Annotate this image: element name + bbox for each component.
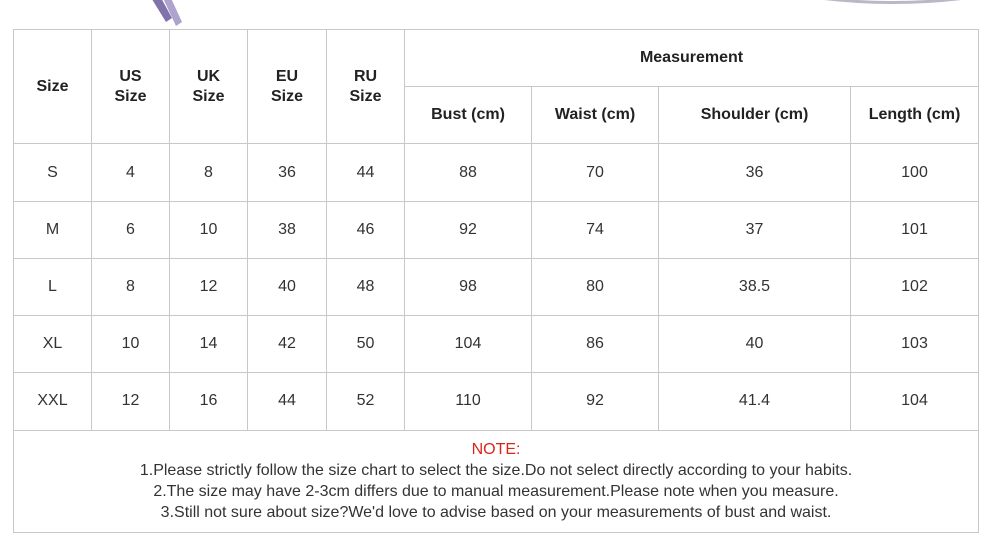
cell-shoulder: 37: [659, 201, 851, 258]
cell-bust: 88: [405, 144, 532, 201]
cell-bust: 104: [405, 316, 532, 373]
header-measurement: Measurement: [405, 30, 979, 87]
cell-ru: 46: [327, 201, 405, 258]
cell-length: 102: [851, 258, 979, 315]
cell-length: 100: [851, 144, 979, 201]
table-row: [14, 316, 979, 373]
note-line: 1.Please strictly follow the size chart to select the size.Do not select directly according to your habits.: [139, 462, 853, 480]
cell-uk: 16: [170, 373, 248, 430]
header-shoulder: Shoulder (cm): [659, 87, 851, 144]
cell-ru: 52: [327, 373, 405, 430]
cell-uk: 14: [170, 316, 248, 373]
cell-ru: 50: [327, 316, 405, 373]
note-section: [14, 430, 979, 532]
cell-uk: 12: [170, 258, 248, 315]
curve-decoration-icon: [820, 0, 980, 8]
header-size: Size: [14, 30, 92, 144]
cell-size: L: [14, 258, 92, 315]
header-length: Length (cm): [851, 87, 979, 144]
cell-ru: 48: [327, 258, 405, 315]
cell-bust: 110: [405, 373, 532, 430]
cell-shoulder: 38.5: [659, 258, 851, 315]
size-chart-table: [13, 29, 979, 533]
table-row: [14, 258, 979, 315]
cell-eu: 38: [248, 201, 327, 258]
cell-us: 10: [92, 316, 170, 373]
note-line: 3.Still not sure about size?We'd love to advise based on your measurements of bust and waist.: [160, 504, 832, 522]
header-waist: Waist (cm): [532, 87, 659, 144]
cell-shoulder: 40: [659, 316, 851, 373]
ribbon-decoration-icon: [140, 0, 200, 30]
cell-ru: 44: [327, 144, 405, 201]
cell-waist: 86: [532, 316, 659, 373]
cell-size: M: [14, 201, 92, 258]
table-row: [14, 373, 979, 430]
cell-uk: 10: [170, 201, 248, 258]
cell-length: 104: [851, 373, 979, 430]
header-bust: Bust (cm): [405, 87, 532, 144]
cell-waist: 92: [532, 373, 659, 430]
cell-waist: 80: [532, 258, 659, 315]
header-eu-size: EU Size: [248, 30, 327, 144]
cell-eu: 42: [248, 316, 327, 373]
cell-us: 8: [92, 258, 170, 315]
note-title: NOTE:: [471, 441, 521, 459]
cell-bust: 92: [405, 201, 532, 258]
cell-size: XL: [14, 316, 92, 373]
cell-length: 103: [851, 316, 979, 373]
cell-uk: 8: [170, 144, 248, 201]
cell-eu: 44: [248, 373, 327, 430]
cell-eu: 36: [248, 144, 327, 201]
cell-size: XXL: [14, 373, 92, 430]
cell-size: S: [14, 144, 92, 201]
table-row: [14, 144, 979, 201]
cell-bust: 98: [405, 258, 532, 315]
cell-shoulder: 36: [659, 144, 851, 201]
table-row: [14, 201, 979, 258]
header-ru-size: RU Size: [327, 30, 405, 144]
cell-waist: 70: [532, 144, 659, 201]
header-us-size: US Size: [92, 30, 170, 144]
cell-us: 12: [92, 373, 170, 430]
cell-length: 101: [851, 201, 979, 258]
cell-us: 4: [92, 144, 170, 201]
cell-waist: 74: [532, 201, 659, 258]
note-line: 2.The size may have 2-3cm differs due to manual measurement.Please note when you measure.: [153, 483, 839, 501]
cell-eu: 40: [248, 258, 327, 315]
cell-shoulder: 41.4: [659, 373, 851, 430]
header-uk-size: UK Size: [170, 30, 248, 144]
cell-us: 6: [92, 201, 170, 258]
